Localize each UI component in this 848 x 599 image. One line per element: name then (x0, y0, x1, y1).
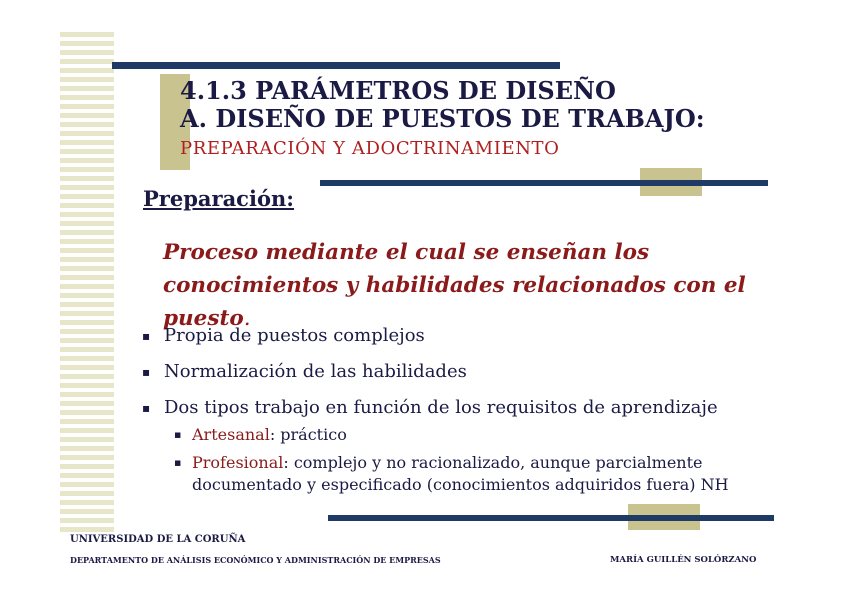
list-item-text: Propia de puestos complejos (164, 325, 425, 346)
footer-university: UNIVERSIDAD DE LA CORUÑA (70, 534, 246, 545)
footer-department: DEPARTAMENTO DE ANÁLISIS ECONÓMICO Y ADMINISTRACIÓN DE EMPRESAS (70, 555, 441, 565)
bullet-list (142, 324, 718, 432)
sub-bullet-list (174, 424, 794, 502)
bullet-marker: ▪ (142, 365, 151, 379)
top-divider-bar (112, 62, 560, 69)
definition-text (163, 236, 803, 335)
bullet-marker: ▪ (142, 329, 151, 343)
list-item-text: Dos tipos trabajo en función de los requisitos de aprendizaje (164, 397, 718, 418)
mid-divider-bar (320, 180, 768, 186)
decorative-stripes (60, 32, 114, 534)
sub-list-item (174, 452, 794, 496)
list-item (142, 360, 718, 396)
sub-item-text: : complejo y no racionalizado, aunque parcialmente documentado y especificado (conocimientos adquiridos fuera) NH (192, 453, 729, 494)
slide-title-line2: A. DISEÑO DE PUESTOS DE TRABAJO: (180, 104, 705, 133)
sub-item-term: Artesanal (192, 425, 270, 444)
section-heading: Preparación: (143, 186, 294, 211)
definition-period: . (243, 306, 251, 331)
sub-bullet-marker: ▪ (174, 456, 182, 469)
slide-title-line1: 4.1.3 PARÁMETROS DE DISEÑO (180, 76, 616, 105)
bullet-marker: ▪ (142, 401, 151, 415)
footer-author: MARÍA GUILLÉN SOLÓRZANO (610, 555, 757, 565)
slide-subtitle: PREPARACIÓN Y ADOCTRINAMIENTO (180, 138, 560, 159)
definition-body: Proceso mediante el cual se enseñan los conocimientos y habilidades relacionados con el puesto (163, 240, 746, 331)
list-item-text: Normalización de las habilidades (164, 361, 467, 382)
sub-bullet-marker: ▪ (174, 428, 182, 441)
sub-item-term: Profesional (192, 453, 284, 472)
list-item (142, 324, 718, 360)
sub-item-text: : práctico (269, 425, 347, 444)
bottom-divider-bar (328, 515, 774, 521)
sub-list-item (174, 424, 794, 446)
